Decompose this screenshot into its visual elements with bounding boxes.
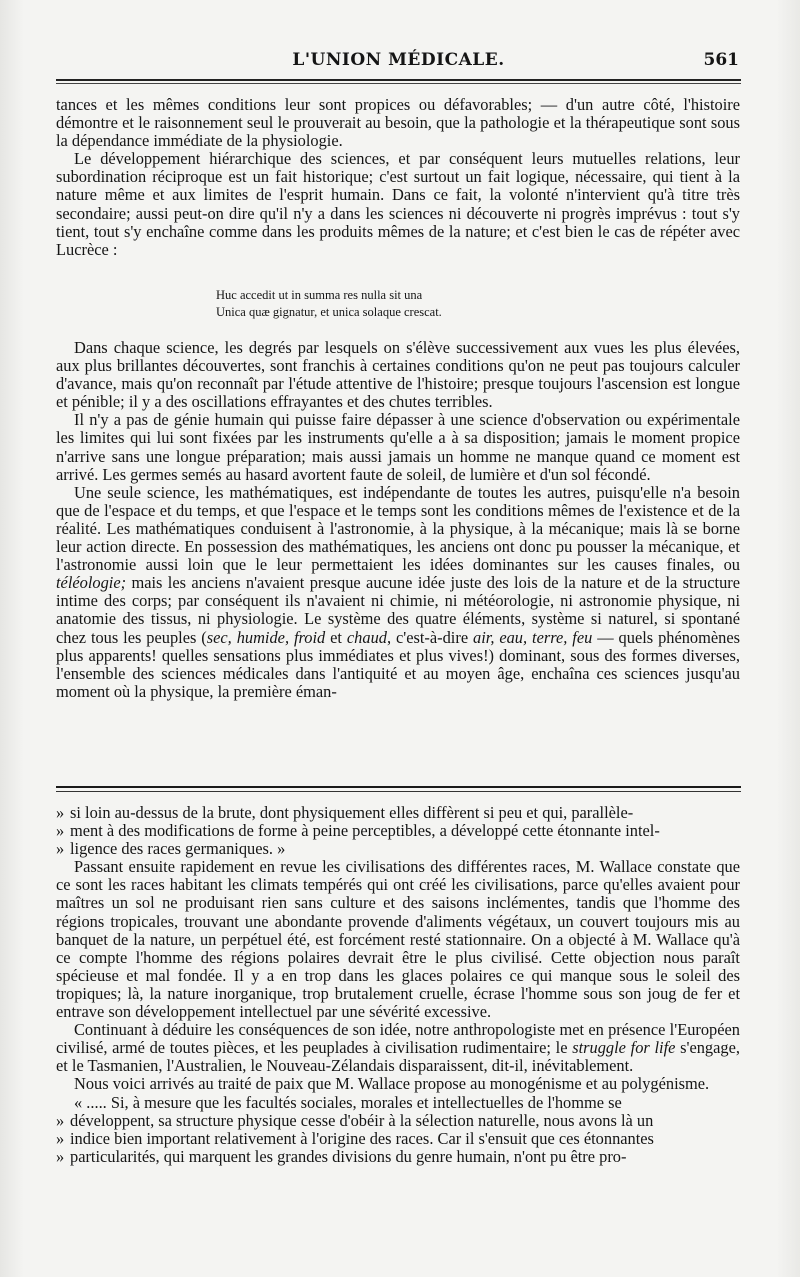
quote-line bbox=[56, 1112, 740, 1130]
italic-term: chaud bbox=[346, 627, 387, 647]
running-title: L'UNION MÉDICALE. bbox=[292, 50, 505, 70]
quote-text: ligence des races germaniques. » bbox=[70, 839, 286, 859]
header-rule bbox=[56, 79, 741, 81]
paragraph-mathematics bbox=[56, 484, 740, 701]
text-run: et bbox=[325, 627, 347, 647]
italic-term: sec, humide, froid bbox=[206, 627, 326, 647]
feuilleton-separator bbox=[56, 786, 741, 788]
paragraph-development: Le développement hiérarchique des sciences, et par conséquent leurs mutuelles relations, leur subordination réciproque est un fait historique; c'est surtout un fait logique, nécessaire, qui tient à la nature même et aux limites de l'esprit humain. Dans ce fait, la volonté n'intervient qu'à titre très secondaire; aussi peut-on dire qu'il n'y a dans les sciences ni découverte ni progrès imprévus : tout s'y tient, tout s'y enchaîne comme dans les produits mêmes de la nature; et c'est bien le cas de répéter avec Lucrèce : bbox=[56, 149, 740, 259]
guillemet: » bbox=[56, 839, 65, 859]
text-run: Continuant à déduire les conséquences de son idée, notre anthropologiste met en présence l'Européen civilisé, armé de toutes pièces, et les peuplades à civilisation rudimentaire; le bbox=[56, 1020, 740, 1058]
page-number: 561 bbox=[703, 50, 739, 70]
header-rule-thin bbox=[56, 83, 741, 84]
quote-line-1: Huc accedit ut in summa res nulla sit una bbox=[216, 288, 423, 302]
guillemet: » bbox=[56, 1146, 65, 1166]
quote-continuation-line bbox=[56, 804, 740, 822]
quote-text: indice bien important relativement à l'origine des races. Car il s'ensuit que ces étonnantes bbox=[70, 1128, 654, 1148]
paragraph-continuation: tances et les mêmes conditions leur sont propices ou défavorables; — d'un autre côté, l'histoire démontre et le raisonnement seul le prouverait au besoin, que la pathologie et la thérapeutique sont sous la dépendance immédiate de la physiologie. bbox=[56, 95, 740, 151]
paragraph-consequences bbox=[56, 1021, 740, 1075]
guillemet: » bbox=[56, 821, 65, 841]
guillemet: » bbox=[56, 1110, 65, 1130]
italic-term: téléologie; bbox=[56, 573, 127, 593]
italic-term: struggle for life bbox=[572, 1038, 676, 1058]
lucretius-quote bbox=[216, 287, 636, 321]
quote-continuation-line bbox=[56, 822, 740, 840]
quote-text: ment à des modifications de forme à peine perceptibles, a développé cette étonnante intel- bbox=[70, 821, 660, 841]
paragraph-human-genius: Il n'y a pas de génie humain qui puisse faire dépasser à une science d'observation ou expérimentale les limites qui lui sont fixées par les instruments qu'elle a à sa disposition; jamais le moment propice n'arrive sans une longue préparation; mais aussi jamais un homme ne manque quand ce moment est arrivé. Les germes semés au hasard avortent faute de soleil, de lumière et d'un sol fécondé. bbox=[56, 410, 740, 484]
feuilleton-separator-thin bbox=[56, 791, 741, 792]
quote-text: si loin au-dessus de la brute, dont physiquement elles diffèrent si peu et qui, parallèle- bbox=[70, 803, 634, 822]
guillemet: » bbox=[56, 1128, 65, 1148]
middle-text-block bbox=[56, 339, 740, 701]
paragraph-civilisations: Passant ensuite rapidement en revue les civilisations des différentes races, M. Wallace constate que ce sont les races habitant les climats tempérés qui ont créé les civilisations, parce qu'elles avaient pour maîtres un sol ne produisant rien sans culture et des saisons inclémentes, tandis que l'homme des régions tropicales, trouvant une abondante provende d'aliments végétaux, un couvert toujours mis au banquet de la nature, un perpétuel été, est forcément resté stationnaire. On a objecté à M. Wallace qu'à ce compte l'homme des régions polaires devrait être le plus civilisé. Cette objection nous paraît spécieuse et mal fondée. Il y a en trop dans les glaces polaires ce qui manque sous le soleil des tropiques; là, la nature inorganique, trop brutalement cruelle, écrase l'homme sous son joug de fer et entrave son développement intellectuel par une sévérité excessive. bbox=[56, 857, 740, 1022]
quote-continuation-line bbox=[56, 840, 740, 858]
page-header bbox=[56, 46, 741, 76]
quote-line bbox=[56, 1130, 740, 1148]
quote-text: développent, sa structure physique cesse d'obéir à la sélection naturelle, nous avons là un bbox=[70, 1110, 654, 1130]
text-run: s'engage, et le Tasmanien, l'Australien, le Nouveau-Zélandais disparaissent, dit-il, inévitablement. bbox=[56, 1038, 740, 1076]
quote-line-2: Unica quæ gignatur, et unica solaque crescat. bbox=[216, 305, 442, 319]
text-run: , c'est-à-dire bbox=[386, 627, 474, 647]
text-run: — quels phénomènes plus apparents! quelles sensations plus immédiates et plus vives!) dominant, sous des formes diverses, l'ensemble des sciences médicales dans l'antiquité et au moyen âge, enchaîna ces sciences jusqu'au moment où la physique, la première éman- bbox=[56, 627, 740, 701]
lower-text-block bbox=[56, 804, 740, 1166]
quote-line bbox=[56, 1148, 740, 1166]
upper-text-block bbox=[56, 96, 740, 259]
text-run: mais les anciens n'avaient presque aucune idée juste des lois de la nature et de la structure intime des corps; par conséquent ils n'avaient ni chimie, ni météorologie, ni astronomie physique, ni anatomie des tissus, ni physiologie. Le système des quatre éléments, système si naturel, si spontané chez tous les peuples ( bbox=[56, 573, 740, 647]
quote-line: « ..... Si, à mesure que les facultés sociales, morales et intellectuelles de l'homme se bbox=[74, 1092, 622, 1112]
quote-text: particularités, qui marquent les grandes divisions du genre humain, n'ont pu être pro- bbox=[70, 1146, 627, 1166]
italic-term: air, eau, terre, feu bbox=[473, 627, 593, 647]
paragraph-science-degrees: Dans chaque science, les degrés par lesquels on s'élève successivement aux vues les plus élevées, aux plus brillantes découvertes, sont franchis à certaines conditions qu'on ne peut pas toujours calculer d'avance, mais qu'on reconnaît par l'étude attentive de l'histoire; presque toujours l'ascension est longue et pénible; il y a des oscillations effrayantes et des chutes terribles. bbox=[56, 338, 740, 412]
guillemet: » bbox=[56, 803, 65, 822]
paragraph-peace-treaty: Nous voici arrivés au traité de paix que M. Wallace propose au monogénisme et au polygénisme. bbox=[74, 1074, 710, 1094]
text-run: Une seule science, les mathématiques, est indépendante de toutes les autres, puisqu'elle n'a besoin que de l'espace et du temps, et que l'espace et le temps sont les conditions mêmes de l'existence et de la réalité. Les mathématiques conduisent à l'astronomie, à la physique, à la mécanique; mais là se borne leur action directe. En possession des mathématiques, les anciens ont donc pu pousser la mécanique, et l'astronomie aussi loin que le leur permettaient les idées dominantes sur les causes finales, ou bbox=[56, 482, 740, 575]
